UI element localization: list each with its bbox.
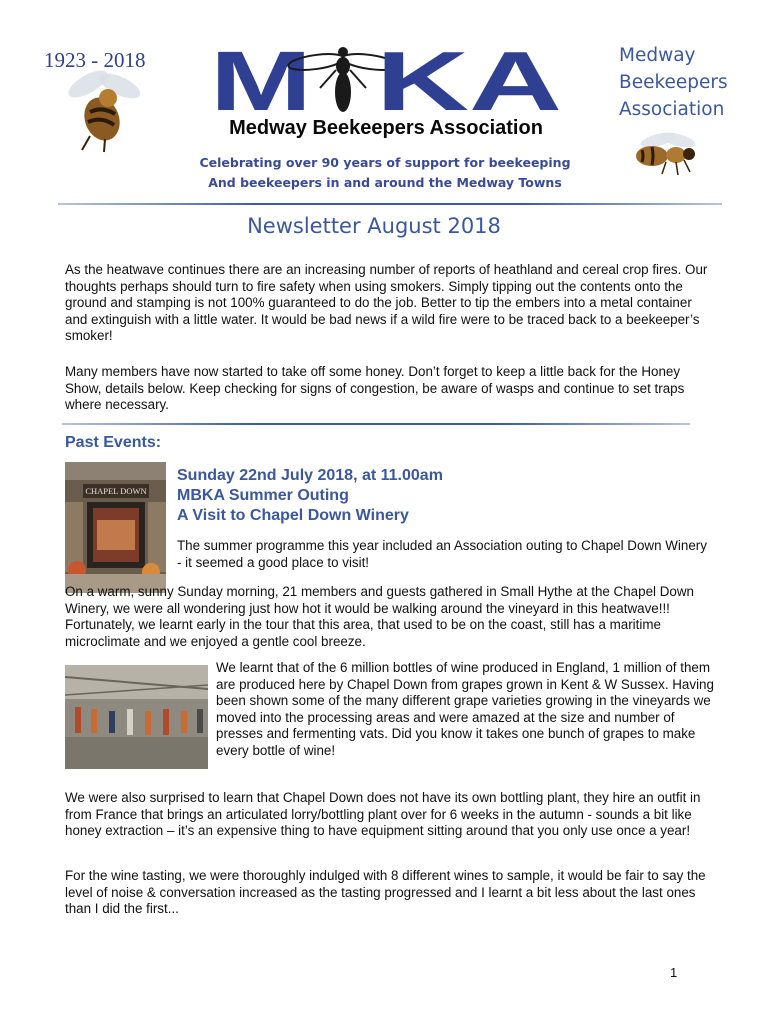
event-paragraph-4: For the wine tasting, we were thoroughly indulged with 8 different wines to sample, it would be fair to say the level of noise & conversation increased as the tasting progressed and I learnt a bit less about the last ones than I did the first...	[65, 868, 706, 917]
event-heading	[177, 466, 697, 526]
bee-illustration-left	[60, 64, 150, 154]
chapel-down-shop-photo	[65, 462, 166, 593]
association-full-name: Medway Beekeepers Association	[229, 117, 543, 139]
event-paragraph-3: We were also surprised to learn that Chapel Down does not have its own bottling plant, they hire an outfit in from France that brings an articulated lorry/bottling plant over for 6 weeks in the autumn - sounds a bit like honey extraction – it’s an expensive thing to have equipment sitting around that you only use once a year!	[65, 790, 701, 839]
corner-line-1: Medway	[619, 45, 696, 66]
page-number: 1	[670, 965, 678, 980]
intro-paragraph-1: As the heatwave continues there are an increasing number of reports of heathland and cereal crop fires. Our thoughts perhaps should turn to fire safety when using smokers. Simply tipping out the contents onto the ground and stamping is not 100% guaranteed to do the job. Better to tip the embers into a metal container and extinguish with a little water. It would be bad news if a wild fire were to be traced back to a beekeeper’s smoker!	[65, 262, 708, 344]
event-intro-paragraph: The summer programme this year included an Association outing to Chapel Down Winery - it seemed a good place to visit!	[177, 538, 707, 570]
bee-illustration-right	[628, 130, 708, 178]
corner-association-name	[619, 42, 728, 123]
newsletter-title: Newsletter August 2018	[247, 214, 501, 238]
logo-letters-ka: KA	[376, 44, 562, 118]
header-divider	[58, 203, 722, 205]
tagline-line-1: Celebrating over 90 years of support for beekeeping	[199, 155, 571, 170]
winery-tour-group-photo	[65, 665, 208, 769]
photo-sign-text: CHAPEL DOWN	[85, 486, 147, 496]
years-label: 1923 - 2018	[44, 48, 146, 72]
corner-line-2: Beekeepers	[619, 72, 728, 93]
event-name-line: MBKA Summer Outing	[177, 487, 349, 504]
logo-letter-m: M	[210, 44, 312, 118]
event-subtitle-line: A Visit to Chapel Down Winery	[177, 507, 409, 524]
event-paragraph-2: We learnt that of the 6 million bottles of wine produced in England, 1 million of them are produced here by Chapel Down from grapes grown in Kent & W Sussex. Having been shown some of the many different grape varieties growing in the vineyards we moved into the processing areas and were amazed at the size and number of presses and fermenting vats. Did you know it takes one bunch of grapes to make every bottle of wine!	[216, 660, 714, 758]
section-divider	[62, 423, 690, 425]
corner-line-3: Association	[619, 99, 725, 120]
event-paragraph-1: On a warm, sunny Sunday morning, 21 members and guests gathered in Small Hythe at the Chapel Down Winery, we were all wondering just how hot it would be walking around the vineyard in this heatwave!!! Fortunately, we learnt early in the tour that this area, that used to be on the coast, still has a maritime microclimate and we enjoyed a gentle cool breeze.	[65, 584, 694, 649]
past-events-heading: Past Events:	[65, 434, 162, 451]
intro-paragraph-2: Many members have now started to take off some honey. Don’t forget to keep a little back for the Honey Show, details below. Keep checking for signs of congestion, be aware of wasps and continue to set traps where necessary.	[65, 364, 685, 413]
tagline-line-2: And beekeepers in and around the Medway Towns	[208, 175, 562, 190]
mbka-logo	[210, 44, 562, 118]
event-date-line: Sunday 22nd July 2018, at 11.00am	[177, 467, 443, 484]
